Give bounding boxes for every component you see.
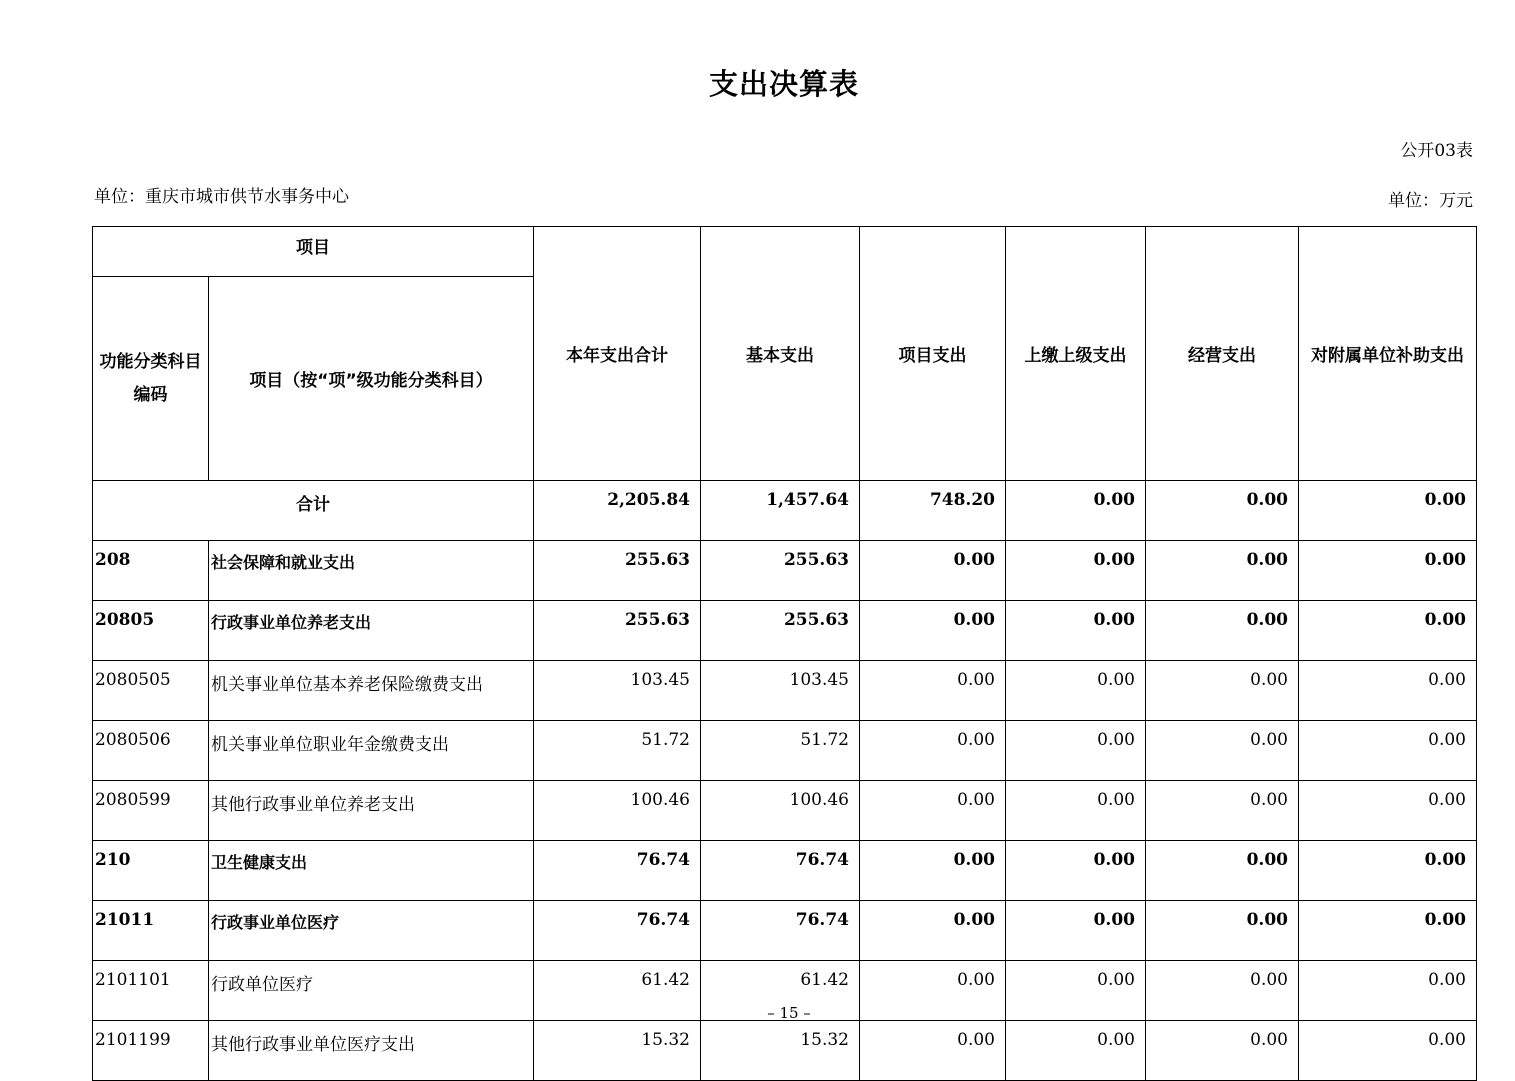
cell-basic: 61.42	[701, 961, 860, 1021]
table-row	[93, 661, 1477, 721]
cell-project-exp: 0.00	[860, 901, 1006, 961]
total-upper: 0.00	[1006, 481, 1146, 541]
total-row	[93, 481, 1477, 541]
cell-basic: 255.63	[701, 601, 860, 661]
table-row	[93, 781, 1477, 841]
cell-name: 社会保障和就业支出	[209, 541, 534, 601]
cell-name: 卫生健康支出	[209, 841, 534, 901]
header-name: 项目（按“项”级功能分类科目）	[209, 277, 534, 481]
cell-code: 20805	[93, 601, 209, 661]
table-row	[93, 601, 1477, 661]
cell-basic: 76.74	[701, 901, 860, 961]
cell-subsidy: 0.00	[1299, 841, 1477, 901]
table-row	[93, 901, 1477, 961]
cell-business: 0.00	[1146, 1021, 1299, 1081]
cell-subsidy: 0.00	[1299, 961, 1477, 1021]
total-subsidy: 0.00	[1299, 481, 1477, 541]
cell-code: 2080599	[93, 781, 209, 841]
cell-total: 51.72	[534, 721, 701, 781]
cell-total: 76.74	[534, 841, 701, 901]
cell-basic: 15.32	[701, 1021, 860, 1081]
cell-upper: 0.00	[1006, 541, 1146, 601]
cell-code: 210	[93, 841, 209, 901]
unit-currency: 单位：万元	[1388, 191, 1473, 211]
cell-code: 2080505	[93, 661, 209, 721]
cell-business: 0.00	[1146, 781, 1299, 841]
cell-total: 61.42	[534, 961, 701, 1021]
cell-total: 255.63	[534, 541, 701, 601]
cell-subsidy: 0.00	[1299, 1021, 1477, 1081]
total-label: 合计	[93, 481, 534, 541]
cell-basic: 255.63	[701, 541, 860, 601]
header-upper: 上缴上级支出	[1006, 227, 1146, 481]
cell-basic: 100.46	[701, 781, 860, 841]
cell-business: 0.00	[1146, 721, 1299, 781]
cell-business: 0.00	[1146, 901, 1299, 961]
cell-code: 208	[93, 541, 209, 601]
table-row	[93, 541, 1477, 601]
cell-code: 2080506	[93, 721, 209, 781]
header-subsidy: 对附属单位补助支出	[1299, 227, 1477, 481]
expenditure-table	[92, 226, 1477, 1081]
cell-subsidy: 0.00	[1299, 661, 1477, 721]
cell-project-exp: 0.00	[860, 541, 1006, 601]
cell-upper: 0.00	[1006, 841, 1146, 901]
unit-name: 单位：重庆市城市供节水事务中心	[94, 187, 349, 207]
total-business: 0.00	[1146, 481, 1299, 541]
cell-name: 行政事业单位养老支出	[209, 601, 534, 661]
cell-upper: 0.00	[1006, 601, 1146, 661]
cell-project-exp: 0.00	[860, 1021, 1006, 1081]
page-title: 支出决算表	[708, 67, 859, 101]
cell-total: 76.74	[534, 901, 701, 961]
cell-upper: 0.00	[1006, 901, 1146, 961]
total-basic: 1,457.64	[701, 481, 860, 541]
header-business: 经营支出	[1146, 227, 1299, 481]
cell-subsidy: 0.00	[1299, 541, 1477, 601]
cell-upper: 0.00	[1006, 781, 1146, 841]
table-row	[93, 721, 1477, 781]
cell-total: 255.63	[534, 601, 701, 661]
table-row	[93, 1021, 1477, 1081]
cell-business: 0.00	[1146, 541, 1299, 601]
table-row	[93, 841, 1477, 901]
cell-total: 15.32	[534, 1021, 701, 1081]
cell-name: 机关事业单位基本养老保险缴费支出	[209, 661, 534, 721]
cell-business: 0.00	[1146, 601, 1299, 661]
cell-upper: 0.00	[1006, 961, 1146, 1021]
cell-upper: 0.00	[1006, 1021, 1146, 1081]
page-number: – 15 –	[767, 1004, 811, 1022]
cell-subsidy: 0.00	[1299, 781, 1477, 841]
cell-name: 行政单位医疗	[209, 961, 534, 1021]
cell-business: 0.00	[1146, 841, 1299, 901]
header-project-expenditure: 项目支出	[860, 227, 1006, 481]
cell-name: 机关事业单位职业年金缴费支出	[209, 721, 534, 781]
cell-project-exp: 0.00	[860, 721, 1006, 781]
cell-business: 0.00	[1146, 661, 1299, 721]
cell-subsidy: 0.00	[1299, 601, 1477, 661]
cell-code: 21011	[93, 901, 209, 961]
total-project-expenditure: 748.20	[860, 481, 1006, 541]
cell-name: 其他行政事业单位医疗支出	[209, 1021, 534, 1081]
cell-basic: 76.74	[701, 841, 860, 901]
cell-total: 100.46	[534, 781, 701, 841]
cell-code: 2101199	[93, 1021, 209, 1081]
cell-project-exp: 0.00	[860, 961, 1006, 1021]
cell-subsidy: 0.00	[1299, 721, 1477, 781]
cell-project-exp: 0.00	[860, 661, 1006, 721]
cell-upper: 0.00	[1006, 661, 1146, 721]
header-total: 本年支出合计	[534, 227, 701, 481]
header-project: 项目	[93, 227, 534, 277]
cell-project-exp: 0.00	[860, 841, 1006, 901]
cell-basic: 103.45	[701, 661, 860, 721]
cell-total: 103.45	[534, 661, 701, 721]
cell-name: 行政事业单位医疗	[209, 901, 534, 961]
cell-subsidy: 0.00	[1299, 901, 1477, 961]
header-basic: 基本支出	[701, 227, 860, 481]
form-number: 公开03表	[1400, 141, 1473, 161]
cell-upper: 0.00	[1006, 721, 1146, 781]
cell-project-exp: 0.00	[860, 781, 1006, 841]
header-code: 功能分类科目编码	[93, 277, 209, 481]
cell-project-exp: 0.00	[860, 601, 1006, 661]
cell-business: 0.00	[1146, 961, 1299, 1021]
cell-basic: 51.72	[701, 721, 860, 781]
cell-name: 其他行政事业单位养老支出	[209, 781, 534, 841]
cell-code: 2101101	[93, 961, 209, 1021]
total-total: 2,205.84	[534, 481, 701, 541]
